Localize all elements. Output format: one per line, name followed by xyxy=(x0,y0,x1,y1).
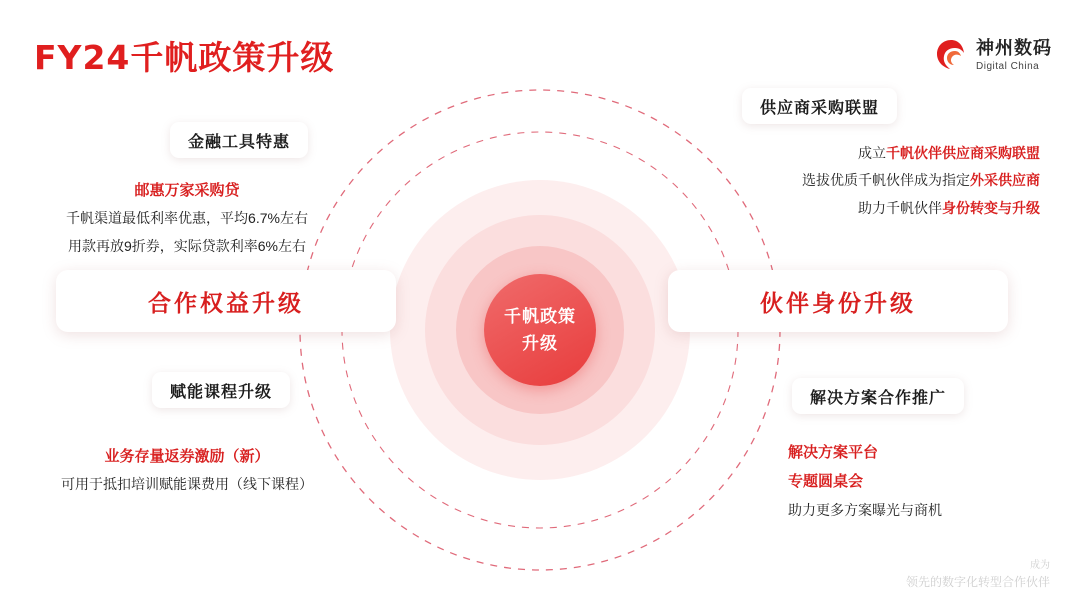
solution-heading-2: 专题圆桌会 xyxy=(788,473,864,491)
center-label-line2: 升级 xyxy=(522,334,558,353)
supply-line-1-pre: 成立 xyxy=(858,145,886,161)
supply-line-2 xyxy=(786,167,1040,194)
course-block xyxy=(22,442,352,499)
supply-line-1 xyxy=(786,140,1040,167)
supply-line-3-hl: 身份转变与升级 xyxy=(942,199,1040,216)
center-label xyxy=(480,303,600,357)
supply-line-2-pre: 选拔优质千帆伙伴成为指定 xyxy=(802,172,970,189)
finance-line-1: 千帆渠道最低利率优惠，平均6.7%左右 xyxy=(66,210,308,227)
chip-supplier-alliance[interactable]: 供应商采购联盟 xyxy=(742,88,897,124)
supply-line-3 xyxy=(786,195,1040,222)
brand-logo xyxy=(934,38,1052,72)
pill-left-benefits[interactable]: 合作权益升级 xyxy=(56,270,396,332)
supply-block xyxy=(786,140,1040,222)
chip-course-upgrade[interactable]: 赋能课程升级 xyxy=(152,372,290,408)
chip-finance-tools[interactable]: 金融工具特惠 xyxy=(170,122,308,158)
finance-block xyxy=(22,176,352,260)
solution-block xyxy=(788,438,1038,524)
swirl-logo-icon xyxy=(934,38,968,72)
center-label-line1: 千帆政策 xyxy=(504,306,576,326)
finance-heading: 邮惠万家采购贷 xyxy=(134,182,240,199)
footer-slogan xyxy=(906,558,1050,591)
supply-line-1-hl: 千帆伙伴供应商采购联盟 xyxy=(886,145,1040,161)
footer-line-1: 成为 xyxy=(1030,560,1050,571)
supply-line-3-pre: 助力千帆伙伴 xyxy=(858,199,942,216)
solution-heading-1: 解决方案平台 xyxy=(788,444,879,461)
footer-line-2: 领先的数字化转型合作伙伴 xyxy=(905,575,1050,589)
pill-right-identity[interactable]: 伙伴身份升级 xyxy=(668,270,1008,332)
logo-en-text: Digital China xyxy=(976,60,1040,72)
supply-line-2-hl: 外采供应商 xyxy=(970,172,1040,189)
chip-solution-promotion[interactable]: 解决方案合作推广 xyxy=(792,378,964,414)
logo-cn-text: 神州数码 xyxy=(976,38,1052,58)
page-title: FY24千帆政策升级 xyxy=(34,38,335,77)
solution-line-1: 助力更多方案曝光与商机 xyxy=(788,501,942,518)
course-heading: 业务存量返券激励（新） xyxy=(104,448,270,465)
finance-line-2: 用款再放9折券，实际贷款利率6%左右 xyxy=(67,237,307,254)
course-line-1: 可用于抵扣培训赋能课费用（线下课程） xyxy=(61,476,313,493)
